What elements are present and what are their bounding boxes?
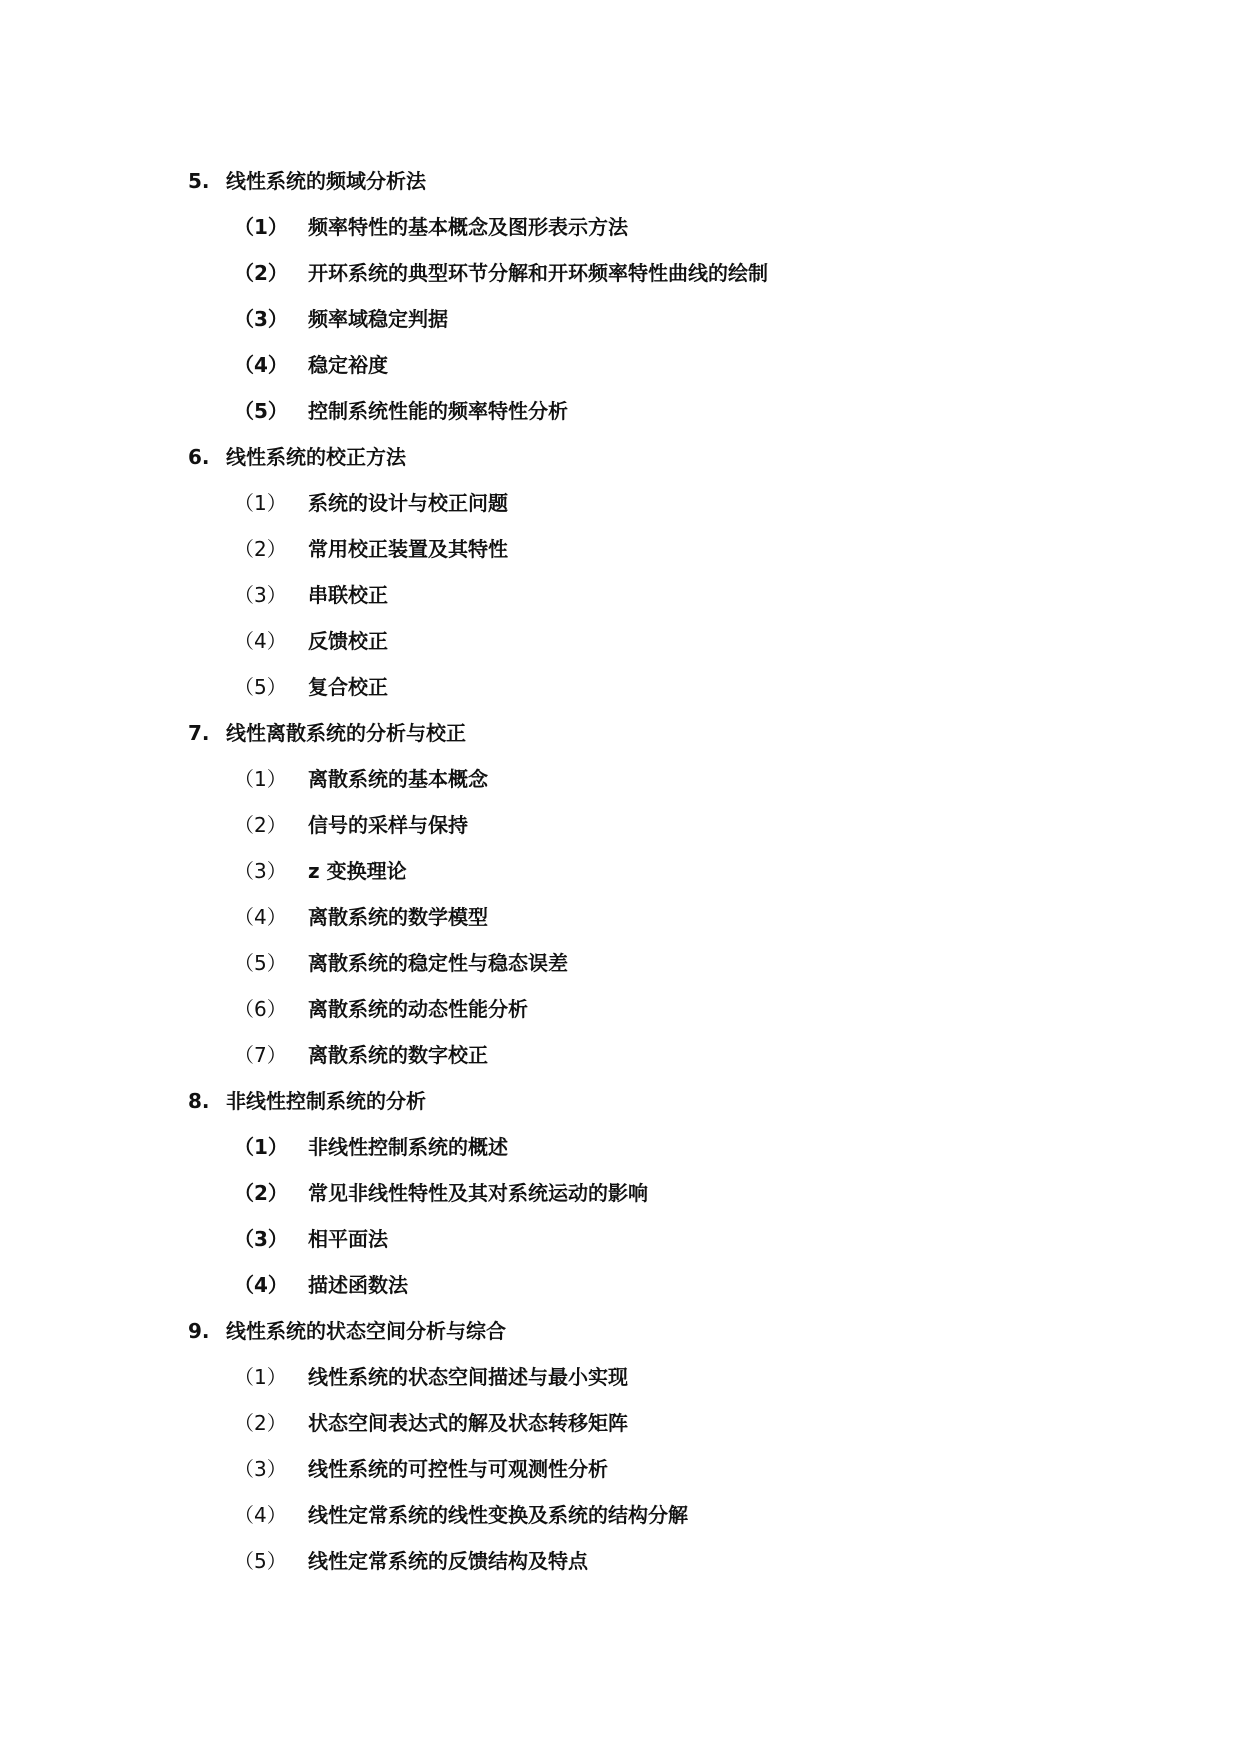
item-number: （3）	[234, 583, 287, 607]
item-number: （3）	[234, 859, 287, 883]
item-number: （5）	[234, 675, 287, 699]
item-text: 常见非线性特性及其对系统运动的影响	[308, 1181, 648, 1205]
item-number: （4）	[234, 629, 287, 653]
list-item	[188, 756, 1088, 802]
item-text: 描述函数法	[308, 1273, 408, 1297]
list-item	[188, 480, 1088, 526]
item-number: （5）	[234, 399, 288, 423]
section-heading	[188, 1078, 1088, 1124]
list-item	[188, 1354, 1088, 1400]
section-number: 9.	[188, 1319, 210, 1343]
item-number: （1）	[234, 1365, 287, 1389]
item-number: （1）	[234, 215, 288, 239]
item-number: （6）	[234, 997, 287, 1021]
item-number: （5）	[234, 951, 287, 975]
list-item	[188, 388, 1088, 434]
item-text: 开环系统的典型环节分解和开环频率特性曲线的绘制	[308, 261, 768, 285]
item-text: 离散系统的动态性能分析	[308, 997, 528, 1021]
list-item	[188, 1124, 1088, 1170]
item-number: （5）	[234, 1549, 287, 1573]
item-text: 相平面法	[308, 1227, 388, 1251]
section-heading	[188, 710, 1088, 756]
item-number: （3）	[234, 1227, 288, 1251]
item-number: （1）	[234, 491, 287, 515]
item-number: （4）	[234, 353, 288, 377]
item-text: 反馈校正	[308, 629, 388, 653]
section-heading	[188, 158, 1088, 204]
item-text: 复合校正	[308, 675, 388, 699]
list-item	[188, 296, 1088, 342]
list-item	[188, 204, 1088, 250]
item-text: 离散系统的数字校正	[308, 1043, 488, 1067]
list-item	[188, 1170, 1088, 1216]
section-number: 6.	[188, 445, 210, 469]
item-text: 离散系统的数学模型	[308, 905, 488, 929]
item-text: 信号的采样与保持	[308, 813, 468, 837]
item-number: （3）	[234, 1457, 287, 1481]
item-number: （4）	[234, 905, 287, 929]
item-number: （1）	[234, 767, 287, 791]
item-number: （4）	[234, 1273, 288, 1297]
item-text: 状态空间表达式的解及状态转移矩阵	[308, 1411, 628, 1435]
list-item	[188, 1032, 1088, 1078]
section-number: 8.	[188, 1089, 210, 1113]
item-number: （2）	[234, 537, 287, 561]
list-item	[188, 1216, 1088, 1262]
item-number: （7）	[234, 1043, 287, 1067]
section-number: 7.	[188, 721, 210, 745]
section-title: 线性离散系统的分析与校正	[226, 721, 466, 745]
item-number: （3）	[234, 307, 288, 331]
item-text: 稳定裕度	[308, 353, 388, 377]
item-text: 频率特性的基本概念及图形表示方法	[308, 215, 628, 239]
item-text: 常用校正装置及其特性	[308, 537, 508, 561]
section-title: 非线性控制系统的分析	[226, 1089, 426, 1113]
section-number: 5.	[188, 169, 210, 193]
section-title: 线性系统的状态空间分析与综合	[226, 1319, 506, 1343]
item-number: （1）	[234, 1135, 288, 1159]
list-item	[188, 664, 1088, 710]
item-text: 非线性控制系统的概述	[308, 1135, 508, 1159]
item-text: 线性定常系统的反馈结构及特点	[308, 1549, 588, 1573]
section-title: 线性系统的频域分析法	[226, 169, 426, 193]
section-title: 线性系统的校正方法	[226, 445, 406, 469]
list-item	[188, 250, 1088, 296]
list-item	[188, 894, 1088, 940]
list-item	[188, 848, 1088, 894]
list-item	[188, 940, 1088, 986]
list-item	[188, 1446, 1088, 1492]
course-outline	[188, 158, 1088, 1584]
item-text: 离散系统的基本概念	[308, 767, 488, 791]
list-item	[188, 1400, 1088, 1446]
section-heading	[188, 434, 1088, 480]
item-text: 线性定常系统的线性变换及系统的结构分解	[308, 1503, 688, 1527]
item-text: 系统的设计与校正问题	[308, 491, 508, 515]
item-text: 线性系统的状态空间描述与最小实现	[308, 1365, 628, 1389]
item-text: 控制系统性能的频率特性分析	[308, 399, 568, 423]
item-number: （4）	[234, 1503, 287, 1527]
item-text: 频率域稳定判据	[308, 307, 448, 331]
item-text: 线性系统的可控性与可观测性分析	[308, 1457, 608, 1481]
item-number: （2）	[234, 1411, 287, 1435]
list-item	[188, 986, 1088, 1032]
section-heading	[188, 1308, 1088, 1354]
list-item	[188, 618, 1088, 664]
list-item	[188, 1492, 1088, 1538]
list-item	[188, 572, 1088, 618]
list-item	[188, 342, 1088, 388]
item-text: 离散系统的稳定性与稳态误差	[308, 951, 568, 975]
list-item	[188, 1538, 1088, 1584]
item-number: （2）	[234, 813, 287, 837]
list-item	[188, 802, 1088, 848]
item-text: z 变换理论	[308, 859, 407, 883]
item-number: （2）	[234, 261, 288, 285]
item-number: （2）	[234, 1181, 288, 1205]
item-text: 串联校正	[308, 583, 388, 607]
list-item	[188, 526, 1088, 572]
list-item	[188, 1262, 1088, 1308]
